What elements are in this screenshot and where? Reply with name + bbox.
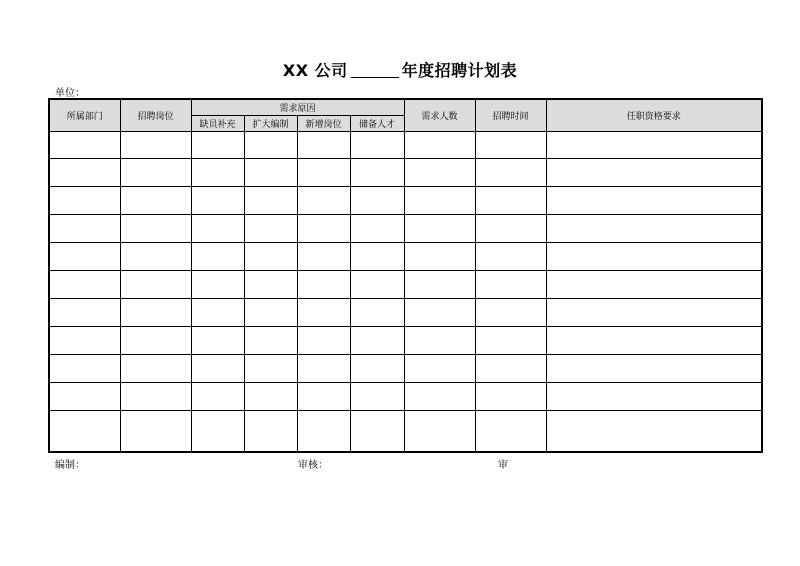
table-cell[interactable]	[120, 243, 191, 271]
table-cell[interactable]	[546, 354, 762, 382]
table-cell[interactable]	[244, 298, 297, 326]
table-cell[interactable]	[546, 159, 762, 187]
table-cell[interactable]	[120, 187, 191, 215]
table-cell[interactable]	[350, 187, 404, 215]
table-cell[interactable]	[297, 410, 350, 452]
table-cell[interactable]	[350, 131, 404, 159]
table-cell[interactable]	[191, 326, 244, 354]
table-cell[interactable]	[546, 131, 762, 159]
table-row	[49, 243, 762, 271]
table-cell[interactable]	[297, 382, 350, 410]
table-cell[interactable]	[297, 326, 350, 354]
table-cell[interactable]	[297, 159, 350, 187]
header-department: 所属部门	[49, 99, 120, 131]
table-cell[interactable]	[475, 410, 546, 452]
table-cell[interactable]	[120, 326, 191, 354]
table-cell[interactable]	[297, 131, 350, 159]
table-cell[interactable]	[546, 382, 762, 410]
table-cell[interactable]	[191, 215, 244, 243]
table-cell[interactable]	[297, 243, 350, 271]
table-cell[interactable]	[49, 326, 120, 354]
table-cell[interactable]	[475, 131, 546, 159]
table-cell[interactable]	[546, 410, 762, 452]
table-cell[interactable]	[350, 326, 404, 354]
table-cell[interactable]	[244, 187, 297, 215]
table-cell[interactable]	[191, 271, 244, 299]
table-cell[interactable]	[350, 298, 404, 326]
header-requirements: 任职资格要求	[546, 99, 762, 131]
table-cell[interactable]	[475, 298, 546, 326]
page-title	[0, 58, 800, 81]
table-cell[interactable]	[191, 354, 244, 382]
table-cell[interactable]	[244, 215, 297, 243]
table-cell[interactable]	[120, 271, 191, 299]
table-cell[interactable]	[191, 159, 244, 187]
table-cell[interactable]	[475, 187, 546, 215]
title-prefix: XX 公司	[282, 61, 348, 80]
table-row	[49, 298, 762, 326]
table-cell[interactable]	[546, 271, 762, 299]
table-cell[interactable]	[475, 243, 546, 271]
title-suffix: 年度招聘计划表	[401, 61, 518, 80]
table-row	[49, 187, 762, 215]
table-cell[interactable]	[475, 215, 546, 243]
table-cell[interactable]	[404, 326, 475, 354]
table-cell[interactable]	[404, 187, 475, 215]
table-cell[interactable]	[297, 298, 350, 326]
table-cell[interactable]	[49, 298, 120, 326]
table-cell[interactable]	[120, 131, 191, 159]
table-row	[49, 326, 762, 354]
table-row	[49, 410, 762, 452]
table-cell[interactable]	[475, 354, 546, 382]
table-cell[interactable]	[191, 187, 244, 215]
header-position: 招聘岗位	[120, 99, 191, 131]
table-cell[interactable]	[546, 243, 762, 271]
table-cell[interactable]	[404, 131, 475, 159]
table-cell[interactable]	[120, 382, 191, 410]
table-row	[49, 215, 762, 243]
table-row	[49, 131, 762, 159]
table-cell[interactable]	[350, 382, 404, 410]
table-cell[interactable]	[120, 354, 191, 382]
table-cell[interactable]	[350, 243, 404, 271]
table-cell[interactable]	[404, 243, 475, 271]
header-recruit-time: 招聘时间	[475, 99, 546, 131]
table-cell[interactable]	[244, 271, 297, 299]
table-cell[interactable]	[475, 159, 546, 187]
table-cell[interactable]	[49, 271, 120, 299]
table-cell[interactable]	[244, 131, 297, 159]
table-cell[interactable]	[49, 243, 120, 271]
header-reason-new-position: 新增岗位	[297, 115, 350, 131]
footer-reviewed-by: 审核：	[298, 460, 328, 471]
table-cell[interactable]	[404, 271, 475, 299]
table-cell[interactable]	[49, 159, 120, 187]
table-cell[interactable]	[475, 271, 546, 299]
table-cell[interactable]	[120, 410, 191, 452]
table-cell[interactable]	[49, 131, 120, 159]
table-cell[interactable]	[244, 243, 297, 271]
table-cell[interactable]	[546, 187, 762, 215]
table-row	[49, 354, 762, 382]
table-cell[interactable]	[350, 215, 404, 243]
table-cell[interactable]	[244, 326, 297, 354]
table-cell[interactable]	[404, 410, 475, 452]
table-cell[interactable]	[297, 354, 350, 382]
table-cell[interactable]	[546, 326, 762, 354]
table-cell[interactable]	[120, 159, 191, 187]
table-cell[interactable]	[546, 298, 762, 326]
table-cell[interactable]	[49, 382, 120, 410]
table-cell[interactable]	[191, 410, 244, 452]
table-cell[interactable]	[244, 410, 297, 452]
table-cell[interactable]	[404, 354, 475, 382]
footer-prepared-by: 编制：	[55, 460, 85, 471]
footer-approved-by: 审	[498, 460, 508, 471]
table-cell[interactable]	[350, 271, 404, 299]
table-cell[interactable]	[120, 298, 191, 326]
table-cell[interactable]	[350, 354, 404, 382]
header-reason-reserve: 储备人才	[350, 115, 404, 131]
table-cell[interactable]	[404, 159, 475, 187]
year-blank[interactable]	[351, 63, 399, 78]
table-row	[49, 382, 762, 410]
table-cell[interactable]	[120, 215, 191, 243]
recruitment-plan-table	[48, 98, 763, 453]
table-cell[interactable]	[475, 326, 546, 354]
table-cell[interactable]	[297, 215, 350, 243]
table-cell[interactable]	[49, 410, 120, 452]
header-reason-expansion: 扩大编制	[244, 115, 297, 131]
table-cell[interactable]	[297, 187, 350, 215]
table-cell[interactable]	[404, 215, 475, 243]
table-cell[interactable]	[49, 187, 120, 215]
unit-label: 单位：	[55, 88, 85, 99]
table-cell[interactable]	[244, 159, 297, 187]
header-reason-group: 需求原因	[191, 99, 404, 115]
table-cell[interactable]	[350, 159, 404, 187]
table-cell[interactable]	[404, 382, 475, 410]
table-cell[interactable]	[244, 382, 297, 410]
table-row	[49, 271, 762, 299]
header-reason-vacancy: 缺员补充	[191, 115, 244, 131]
table-cell[interactable]	[297, 271, 350, 299]
table-cell[interactable]	[191, 131, 244, 159]
table-cell[interactable]	[49, 354, 120, 382]
table-row	[49, 159, 762, 187]
table-cell[interactable]	[191, 298, 244, 326]
table-cell[interactable]	[191, 243, 244, 271]
table-cell[interactable]	[404, 298, 475, 326]
table-cell[interactable]	[244, 354, 297, 382]
table-cell[interactable]	[350, 410, 404, 452]
table-cell[interactable]	[475, 382, 546, 410]
header-headcount: 需求人数	[404, 99, 475, 131]
table-cell[interactable]	[546, 215, 762, 243]
table-cell[interactable]	[191, 382, 244, 410]
table-cell[interactable]	[49, 215, 120, 243]
